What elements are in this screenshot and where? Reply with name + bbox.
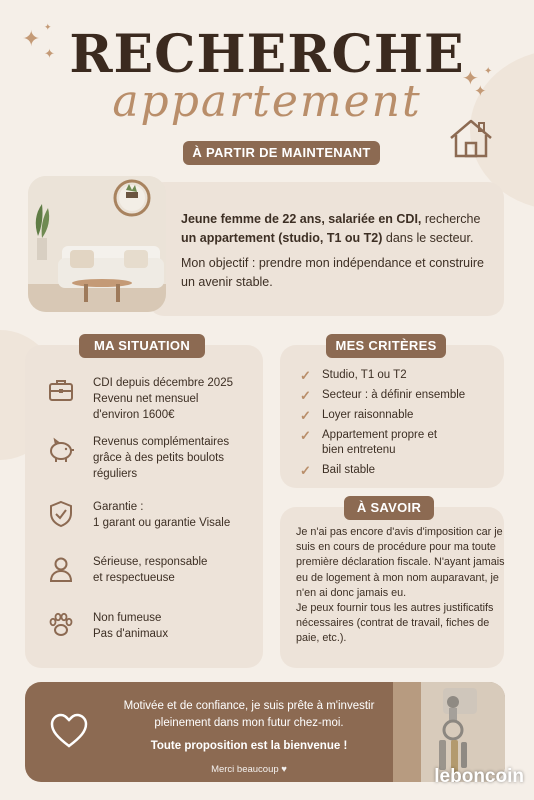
sparkle-icon: ✦	[44, 22, 52, 32]
criteria-item: ✓ Bail stable	[300, 463, 376, 478]
intro-line-1: Jeune femme de 22 ans, salariée en CDI, recherche	[181, 212, 481, 226]
intro-text	[181, 210, 501, 292]
page-title: RECHERCHE	[69, 24, 465, 85]
heart-icon	[49, 712, 89, 750]
check-icon: ✓	[300, 368, 311, 383]
criteria-title: MES CRITÈRES	[326, 334, 446, 358]
sparkle-icon: ✦	[484, 66, 493, 77]
footer-thanks: Merci beaucoup ♥	[211, 764, 287, 775]
person-icon	[46, 554, 76, 584]
criteria-item: ✓ Loyer raisonnable	[300, 408, 414, 423]
intro-objective: Mon objectif : prendre mon indépendance et construire un avenir stable.	[181, 256, 484, 289]
check-icon: ✓	[300, 428, 311, 443]
check-icon: ✓	[300, 388, 311, 403]
house-icon	[446, 114, 496, 164]
criteria-item: ✓ Secteur : à définir ensemble	[300, 388, 466, 403]
criteria-item: ✓ Studio, T1 ou T2	[300, 368, 407, 383]
intro-line-2: un appartement (studio, T1 ou T2) dans le secteur.	[181, 231, 474, 245]
page-subtitle: appartement	[112, 76, 422, 127]
info-text: Je n'ai pas encore d'avis d'imposition car je suis en cours de procédure pour ma toute première déclaration fiscale. N'ayant jamais eu de logement à mon nom auparavant, je n'en ai donc jamais eu. Je peux fournir tous les autres justificatifs nécessaires (contrat de travail, fiches de paie, etc.).	[296, 526, 505, 645]
sparkle-icon: ✦	[474, 83, 487, 100]
sparkle-icon: ✦	[462, 68, 479, 90]
sparkle-icon: ✦	[44, 46, 55, 61]
situation-title: MA SITUATION	[79, 334, 205, 358]
paw-icon	[46, 610, 76, 640]
footer-cta: Toute proposition est la bienvenue !	[150, 740, 348, 752]
criteria-item: ✓ Appartement propre et bien entretenu	[300, 428, 438, 456]
living-room-image	[28, 176, 166, 312]
leboncoin-watermark: leboncoin	[434, 766, 524, 787]
piggy-bank-icon	[46, 434, 76, 464]
shield-check-icon	[46, 499, 76, 529]
footer-motto: Motivée et de confiance, je suis prête à m'investir pleinement dans mon futur chez-moi.	[123, 700, 375, 729]
check-icon: ✓	[300, 463, 311, 478]
info-title: À SAVOIR	[344, 496, 434, 520]
footer-banner	[25, 682, 505, 782]
briefcase-icon	[46, 375, 76, 405]
criteria-list	[300, 368, 500, 483]
start-now-badge: À PARTIR DE MAINTENANT	[183, 141, 380, 165]
check-icon: ✓	[300, 408, 311, 423]
sparkle-icon: ✦	[22, 26, 41, 51]
